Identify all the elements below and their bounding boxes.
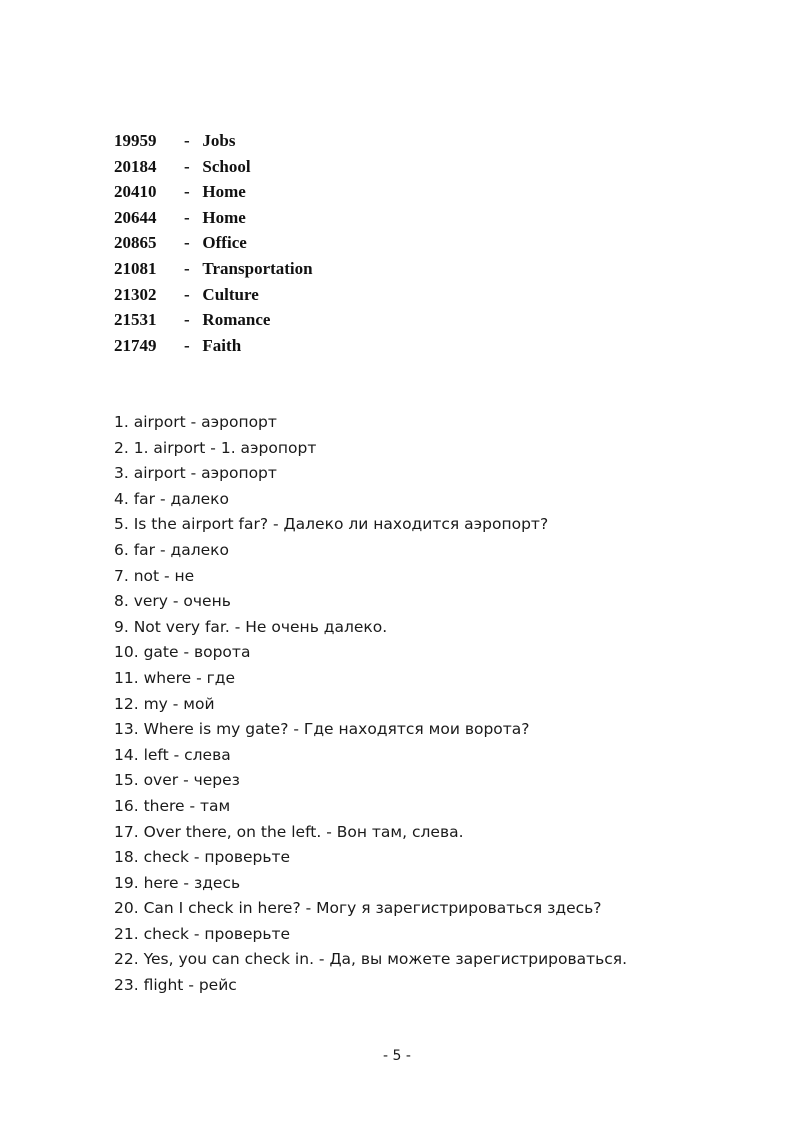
index-separator: -	[184, 310, 190, 330]
vocab-line: 14. left - слева	[114, 745, 231, 764]
index-topic: Office	[202, 233, 247, 253]
vocab-line: 17. Over there, on the left. - Вон там, слева.	[114, 822, 464, 841]
vocab-line: 22. Yes, you can check in. - Да, вы можете зарегистрироваться.	[114, 950, 628, 969]
index-separator: -	[184, 258, 190, 278]
index-topic: Home	[202, 182, 246, 202]
index-number: 21302	[114, 284, 157, 304]
index-separator: -	[184, 182, 190, 202]
index-number: 21081	[114, 258, 157, 278]
index-number: 20184	[114, 156, 157, 176]
vocab-line: 10. gate - ворота	[114, 643, 251, 662]
index-number: 20644	[114, 207, 157, 227]
vocab-line: 7. not - не	[114, 566, 195, 585]
vocab-line: 19. here - здесь	[114, 873, 241, 892]
topic-index-list	[114, 128, 313, 358]
index-number: 21531	[114, 310, 157, 330]
index-entry	[114, 230, 313, 256]
vocab-line: 5. Is the airport far? - Далеко ли находится аэропорт?	[114, 515, 549, 534]
index-separator: -	[184, 156, 190, 176]
vocab-line: 4. far - далеко	[114, 489, 229, 508]
vocab-line: 8. very - очень	[114, 592, 231, 611]
index-topic: Culture	[202, 284, 259, 304]
index-separator: -	[184, 335, 190, 355]
vocab-line: 9. Not very far. - Не очень далеко.	[114, 617, 388, 636]
vocab-line: 21. check - проверьте	[114, 924, 291, 943]
vocabulary-list	[114, 410, 627, 999]
index-separator: -	[184, 131, 190, 150]
index-topic: School	[202, 156, 251, 176]
index-topic: Romance	[202, 310, 271, 330]
index-entry	[114, 128, 313, 154]
vocab-line: 1. airport - аэропорт	[114, 413, 277, 431]
index-entry	[114, 333, 313, 359]
page-number: - 5 -	[383, 1048, 411, 1064]
vocab-line: 12. my - мой	[114, 694, 215, 713]
vocab-line: 13. Where is my gate? - Где находятся мои ворота?	[114, 720, 530, 739]
vocab-line: 18. check - проверьте	[114, 848, 291, 867]
index-topic: Jobs	[202, 131, 236, 150]
index-entry	[114, 307, 313, 333]
index-topic: Transportation	[202, 258, 313, 278]
index-number: 19959	[114, 131, 157, 150]
index-separator: -	[184, 284, 190, 304]
vocab-line: 20. Can I check in here? - Могу я зарегистрироваться здесь?	[114, 899, 602, 918]
vocab-line: 6. far - далеко	[114, 540, 229, 559]
index-entry	[114, 205, 313, 231]
index-entry	[114, 154, 313, 180]
vocab-line: 16. there - там	[114, 796, 231, 815]
vocab-line: 15. over - через	[114, 771, 240, 790]
index-topic: Faith	[202, 335, 242, 355]
index-entry	[114, 256, 313, 282]
index-number: 21749	[114, 335, 157, 355]
index-number: 20865	[114, 233, 157, 253]
vocab-line: 23. flight - рейс	[114, 976, 237, 995]
vocab-line: 11. where - где	[114, 668, 236, 687]
vocab-line: 2. 1. airport - 1. аэропорт	[114, 438, 317, 457]
index-entry	[114, 179, 313, 205]
index-topic: Home	[202, 207, 246, 227]
index-separator: -	[184, 233, 190, 253]
vocab-line: 3. airport - аэропорт	[114, 464, 277, 483]
index-separator: -	[184, 207, 190, 227]
index-entry	[114, 282, 313, 308]
index-number: 20410	[114, 182, 157, 202]
